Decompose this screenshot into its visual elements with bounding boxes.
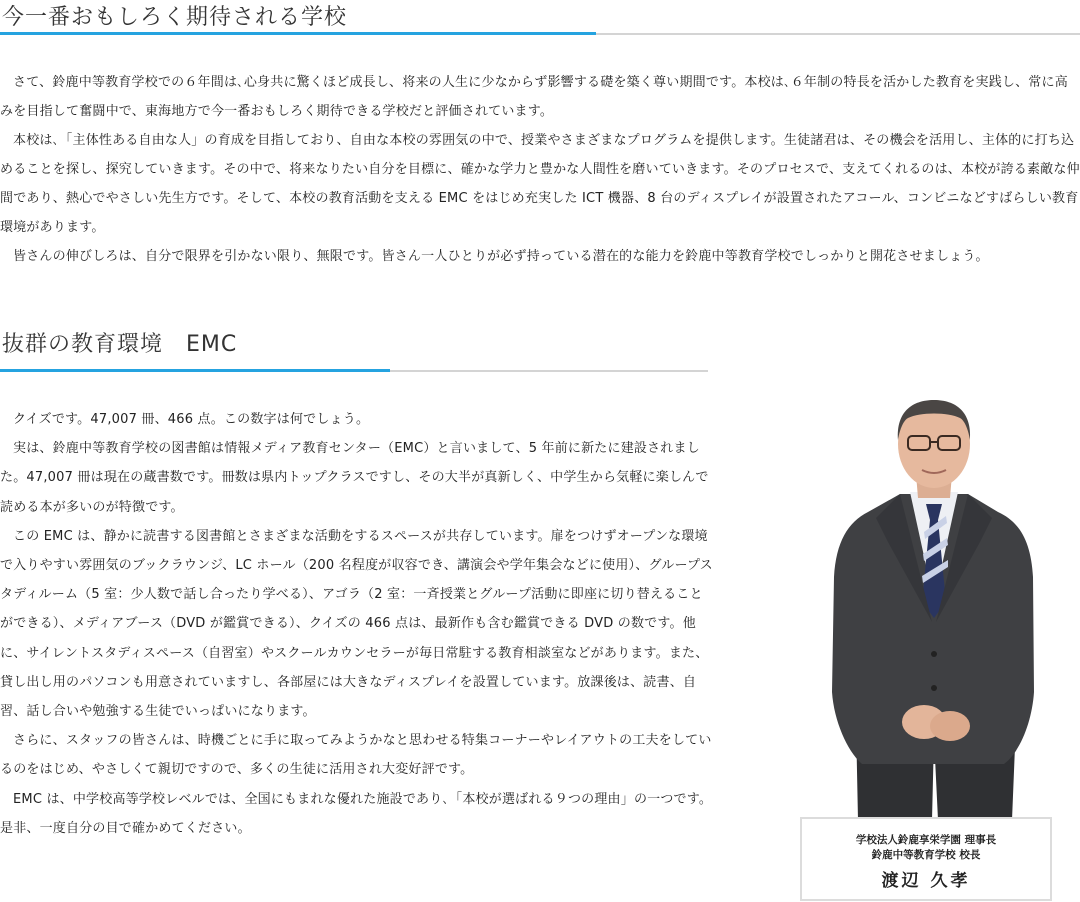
- section-2-paragraph: クイズです。47,007 冊、466 点。この数字は何でしょう。: [13, 412, 370, 427]
- section-2-paragraph: EMC は、中学校高等学校レベルでは、全国にもまれな優れた施設であり､「本校が選ばれる９つの理由」の一つです。是非、一度自分の目で確かめてください。: [0, 791, 713, 836]
- caption-name: 渡辺 久孝: [881, 871, 971, 891]
- section-2-paragraph: この EMC は、静かに読書する図書館とさまざまな活動をするスペースが共存しています。扉をつけずオープンな環境で入りやすい雰囲気のブックラウンジ、LC ホール（200 名程度が収容でき、講演会や学年集会などに使用）、グループスタディルーム（5 室：少人数で話し合ったり学べる）、アゴラ（2 室：一斉授業とグループ活動に即座に切り替えることができる）、メディアブース（DVD が鑑賞できる）、クイズの 466 点は、最新作も含む鑑賞できる DVD の数です。他に、サイレントスタディスペース（自習室）やスクールカウンセラーが毎日常駐する教育相談室などがあります。また、貸し出し用のパソコンも用意されていますし、各部屋には大きなディスプレイを設置しています。放課後は、読書、自習、話し合いや勉強する生徒でいっぱいになります。: [0, 528, 713, 720]
- section-1-paragraph: 皆さんの伸びしろは、自分で限界を引かない限り、無限です。皆さん一人ひとりが必ず持っている潜在的な能力を鈴鹿中等教育学校でしっかりと開花させましょう。: [13, 249, 989, 264]
- section-2-paragraph: 実は、鈴鹿中等教育学校の図書館は情報メディア教育センター（EMC）と言いまして、5 年前に新たに建設されました。47,007 冊は現在の蔵書数です。冊数は県内トップクラスですし、その大半が真新しく、中学生から気軽に楽しんで読める本が多いのが特徴です。: [0, 441, 709, 515]
- section-1-paragraph: さて、鈴鹿中等教育学校での６年間は､心身共に驚くほど成長し、将来の人生に少なからず影響する礎を築く尊い期間です。本校は､６年制の特長を活かした教育を実践し、常に高みを目指して奮闘中で、東海地方で今一番おもしろく期待できる学校だと評価されています。: [0, 75, 1068, 119]
- section-1-accent-bar: [0, 32, 596, 35]
- section-1-paragraph: 本校は､「主体性ある自由な人」の育成を目指しており、自由な本校の雰囲気の中で、授業やさまざまなプログラムを提供します。生徒諸君は、その機会を活用し、主体的に打ち込めることを探し、探究していきます。その中で、将来なりたい自分を目標に、確かな学力と豊かな人間性を磨いていきます。そのプロセスで、支えてくれるのは、本校が誇る素敵な仲間であり、熱心でやさしい先生方です。そして、本校の教育活動を支える EMC をはじめ充実した ICT 機器、8 台のディスプレイが設置されたアコール、コンビニなどすばらしい教育環境があります。: [0, 133, 1080, 235]
- section-2-body: [0, 405, 714, 843]
- caption-school: 鈴鹿中等教育学校 校長: [871, 849, 981, 861]
- principal-caption: [800, 817, 1052, 901]
- section-2-accent-bar: [0, 369, 390, 372]
- section-2-title: 抜群の教育環境 EMC: [2, 332, 238, 357]
- section-1-body: [0, 68, 1080, 271]
- section-2-paragraph: さらに、スタッフの皆さんは、時機ごとに手に取ってみようかなと思わせる特集コーナーやレイアウトの工夫をしているのをはじめ、やさしくて親切ですので、多くの生徒に活用され大変好評です。: [0, 733, 712, 778]
- principal-portrait: [828, 392, 1040, 820]
- section-1-title: 今一番おもしろく期待される学校: [2, 5, 348, 30]
- caption-organization: 学校法人鈴鹿享栄学園 理事長: [855, 834, 997, 846]
